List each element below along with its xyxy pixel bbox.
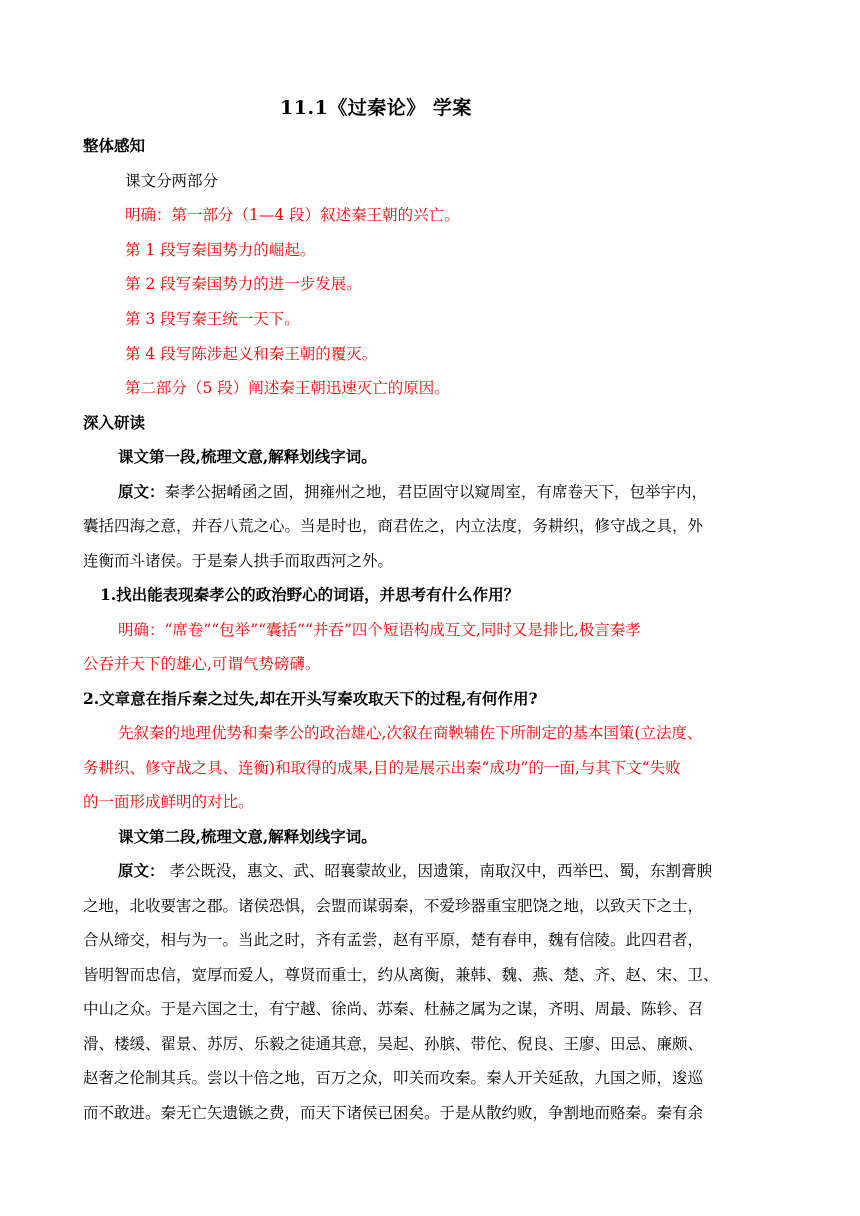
para2-line (118, 860, 818, 882)
page-title: 11.1《过秦论》 学案 (280, 97, 472, 119)
para1-text: 连衡而斗诸侯。于是秦人拱手而取西河之外。 (83, 552, 394, 570)
para2-text: 孝公既没，惠文、武、昭襄蒙故业，因遗策，南取汉中，西举巴、蜀，东割膏腴 (164, 862, 712, 880)
overview-point: 第 1 段写秦国势力的崛起。 (125, 241, 316, 259)
answer-1: 明确：“席卷”“包举”“囊括”“并吞”四个短语构成互文,同时又是排比,极言秦孝 (118, 621, 641, 639)
overview-point: 明确：第一部分（1—4 段）叙述秦王朝的兴亡。 (125, 206, 460, 224)
para2-text: 赵奢之伦制其兵。尝以十倍之地，百万之众，叩关而攻秦。秦人开关延敌，九国之师，逡巡 (83, 1069, 704, 1087)
para2-text: 皆明智而忠信，宽厚而爱人，尊贤而重士，约从离衡，兼韩、魏、燕、楚、齐、赵、宋、卫、 (83, 966, 719, 984)
answer-2: 先叙秦的地理优势和秦孝公的政治雄心,次叙在商鞅辅佐下所制定的基本国策(立法度、 (118, 724, 703, 742)
original-label: 原文： (118, 482, 165, 501)
para2-text: 滑、楼缓、翟景、苏厉、乐毅之徒通其意，吴起、孙膑、带佗、倪良、王廖、田忌、廉颇、 (83, 1035, 704, 1053)
para2-heading: 课文第二段,梳理文意,解释划线字词。 (118, 827, 377, 846)
para2-text: 合从缔交，相与为一。当此之时，齐有孟尝，赵有平原，楚有春申，魏有信陵。此四君者， (83, 931, 704, 949)
overview-point: 第 3 段写秦王统一天下。 (125, 310, 300, 328)
para2-text: 中山之众。于是六国之士，有宁越、徐尚、苏秦、杜赫之属为之谋，齐明、周最、陈轸、召 (83, 1000, 704, 1018)
para2-text: 而不敢进。秦无亡矢遗镞之费，而天下诸侯已困矣。于是从散约败，争割地而赂秦。秦有余 (83, 1104, 704, 1122)
answer-2: 的一面形成鲜明的对比。 (83, 793, 254, 811)
question-1: 1.找出能表现秦孝公的政治野心的词语，并思考有什么作用？ (100, 585, 520, 604)
answer-2: 务耕织、修守战之具、连衡)和取得的成果,目的是展示出秦“成功”的一面,与其下文“失败 (83, 759, 681, 777)
para2-text: 之地，北收要害之郡。诸侯恐惧，会盟而谋弱秦，不爱珍器重宝肥饶之地，以致天下之士， (83, 897, 704, 915)
question-2: 2.文章意在指斥秦之过失,却在开头写秦攻取天下的过程,有何作用? (83, 689, 538, 708)
overview-intro: 课文分两部分 (125, 172, 219, 190)
answer-1: 公吞并天下的雄心,可谓气势磅礴。 (83, 655, 321, 673)
para1-text: 囊括四海之意，并吞八荒之心。当是时也，商君佐之，内立法度，务耕织，修守战之具，外 (83, 517, 704, 535)
overview-point: 第 2 段写秦国势力的进一步发展。 (125, 275, 362, 293)
original-label: 原文： (118, 861, 165, 880)
section-heading-overview: 整体感知 (83, 136, 146, 155)
para1-line (118, 481, 818, 503)
para1-text: 秦孝公据崤函之固，拥雍州之地，君臣固守以窥周室，有席卷天下，包举宇内， (164, 483, 708, 501)
overview-point: 第 4 段写陈涉起义和秦王朝的覆灭。 (125, 345, 378, 363)
para1-heading: 课文第一段,梳理文意,解释划线字词。 (118, 447, 377, 466)
section-heading-study: 深入研读 (83, 413, 146, 432)
overview-point: 第二部分（5 段）阐述秦王朝迅速灭亡的原因。 (125, 379, 450, 397)
